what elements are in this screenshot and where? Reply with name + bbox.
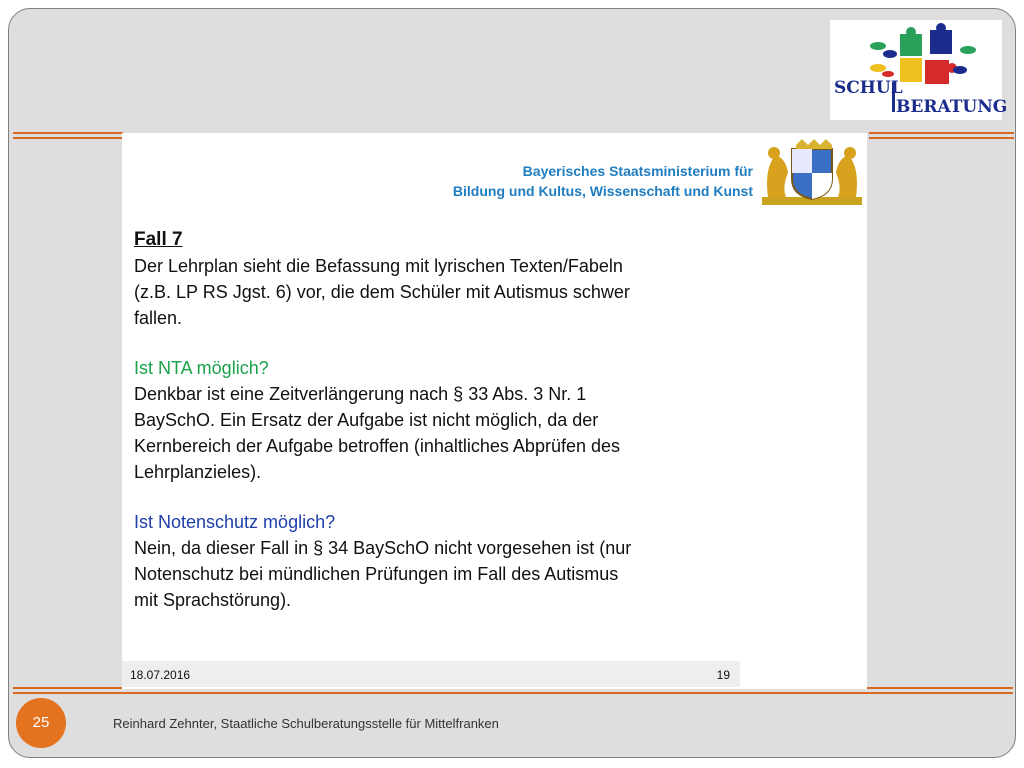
ministry-line: Bildung und Kultus, Wissenschaft und Kunst	[452, 183, 753, 199]
coat-of-arms-icon	[762, 139, 862, 205]
page-number-badge: 25	[16, 698, 66, 748]
footer-credit: Reinhard Zehnter, Staatliche Schulberatungsstelle für Mittelfranken	[113, 716, 499, 731]
case-title: Fall 7	[134, 229, 183, 250]
ministry-header	[453, 161, 753, 201]
case-text-block	[134, 227, 734, 613]
case-description: fallen.	[134, 308, 183, 328]
accent-stripe	[13, 137, 123, 139]
accent-stripe	[869, 132, 1014, 134]
accent-stripe	[13, 692, 1013, 694]
question-notenschutz: Ist Notenschutz möglich?	[134, 512, 336, 532]
question-nta: Ist NTA möglich?	[134, 358, 269, 378]
answer-nta: BaySchO. Ein Ersatz der Aufgabe ist nicht möglich, da der	[134, 410, 599, 430]
logo-word-beratung: BERATUNG	[896, 97, 1008, 117]
slide-content	[122, 133, 867, 689]
logo-word-schul: SCHUL	[834, 78, 903, 98]
answer-notenschutz: Notenschutz bei mündlichen Prüfungen im Fall des Autismus	[134, 564, 619, 584]
answer-notenschutz: mit Sprachstörung).	[134, 590, 292, 610]
slide-page-number: 19	[716, 668, 730, 682]
accent-stripe	[13, 132, 123, 134]
answer-nta: Kernbereich der Aufgabe betroffen (inhaltliches Abprüfen des	[134, 436, 620, 456]
answer-notenschutz: Nein, da dieser Fall in § 34 BaySchO nicht vorgesehen ist (nur	[134, 538, 632, 558]
answer-nta: Lehrplanzieles).	[134, 462, 262, 482]
accent-stripe	[869, 137, 1014, 139]
slide-footer	[122, 661, 740, 687]
slide-date: 18.07.2016	[130, 668, 191, 682]
answer-nta: Denkbar ist eine Zeitverlängerung nach § 33 Abs. 3 Nr. 1	[134, 384, 587, 404]
ministry-line: Bayerisches Staatsministerium für	[522, 163, 753, 179]
case-description: (z.B. LP RS Jgst. 6) vor, die dem Schüler mit Autismus schwer	[134, 282, 630, 302]
schulberatung-logo	[830, 20, 1008, 120]
case-description: Der Lehrplan sieht die Befassung mit lyrischen Texten/Fabeln	[134, 256, 623, 276]
